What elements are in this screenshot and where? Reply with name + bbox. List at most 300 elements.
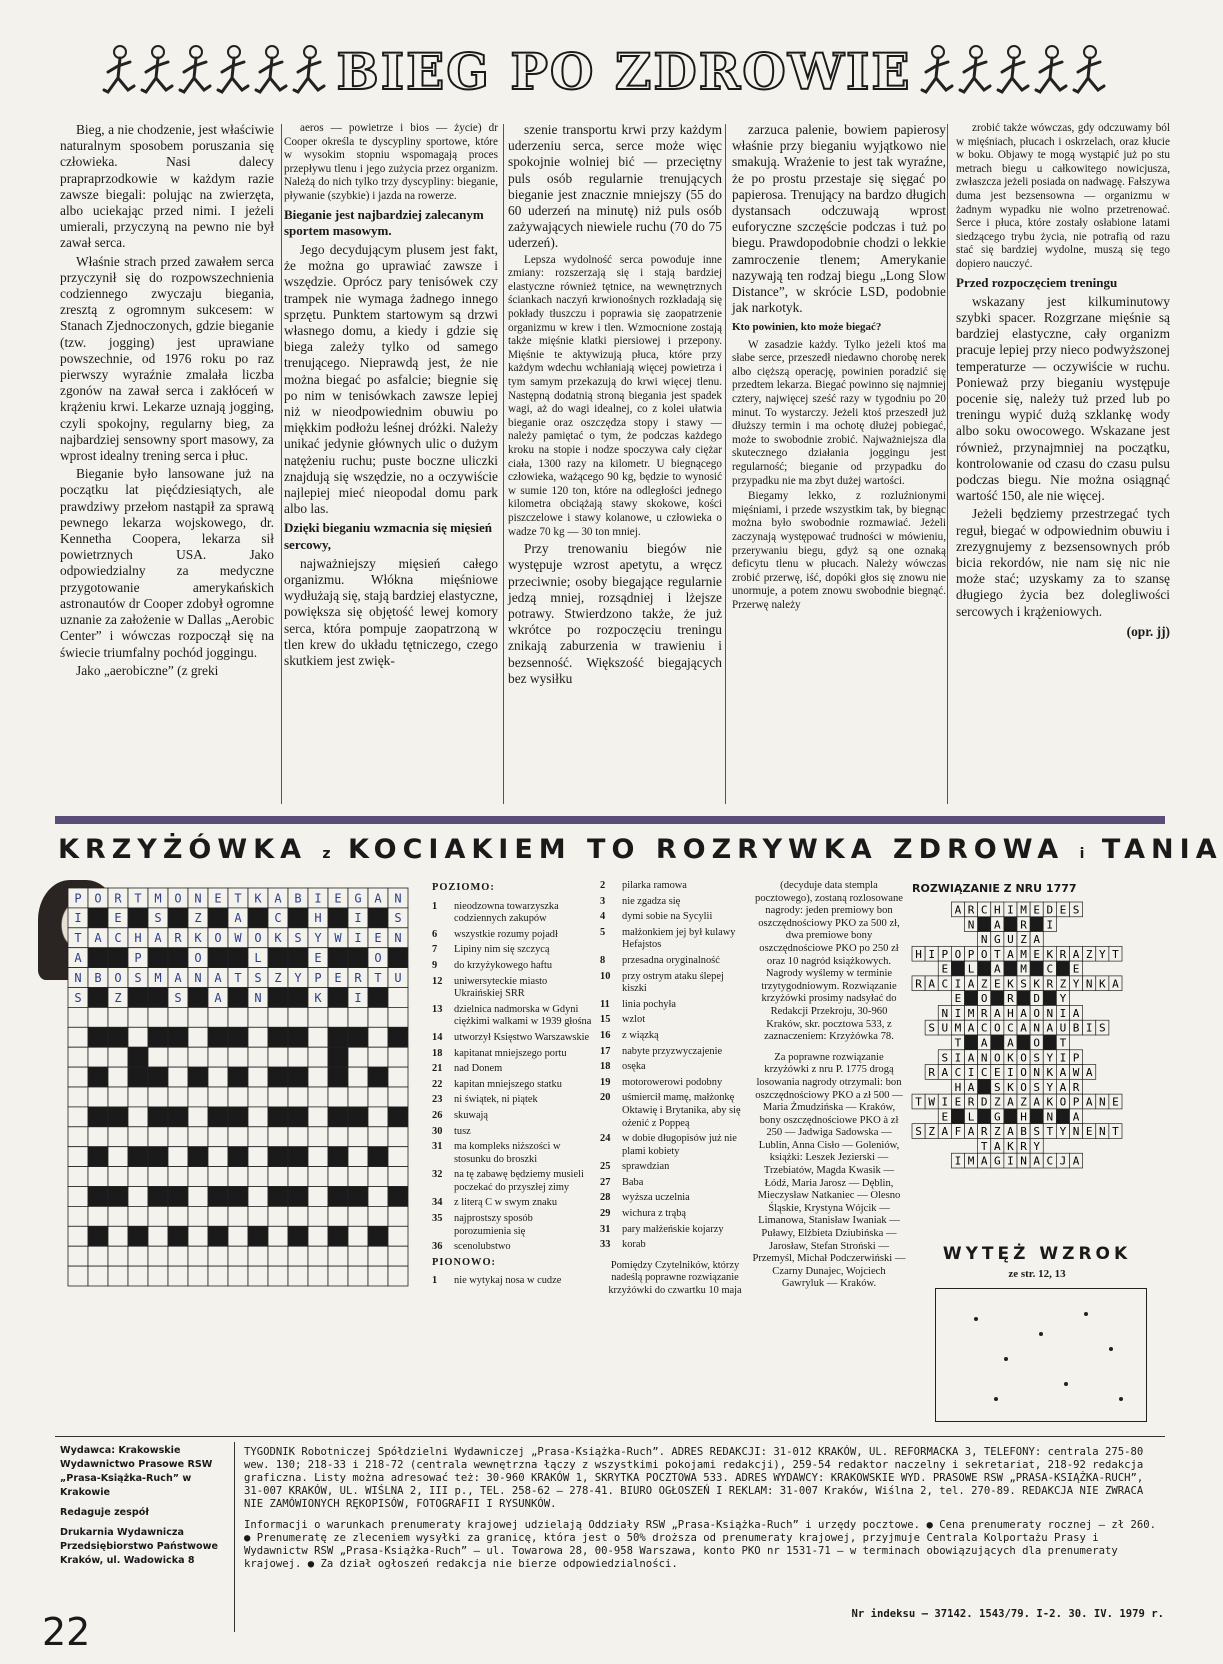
svg-text:A: A (967, 1051, 975, 1065)
svg-text:P: P (1072, 1095, 1080, 1109)
clue-item: 1 nie wytykaj nosa w cudze (432, 1275, 562, 1287)
svg-text:T: T (1112, 1125, 1119, 1139)
svg-text:N: N (254, 990, 262, 1005)
clues-across-heading: POZIOMO: (432, 882, 495, 893)
svg-text:Y: Y (294, 970, 302, 985)
runner-icon (958, 42, 994, 102)
svg-text:A: A (74, 951, 82, 966)
svg-text:L: L (254, 951, 262, 966)
svg-text:B: B (1072, 1021, 1080, 1035)
clues-across (432, 880, 592, 1291)
article-column-4 (732, 122, 946, 812)
svg-text:S: S (174, 990, 182, 1005)
svg-text:I: I (354, 931, 362, 946)
svg-text:A: A (994, 918, 1001, 932)
clue-item: 26 skuwają (432, 1109, 489, 1121)
paragraph: najważniejszy mięsień całego organizmu. Włókna mięśniowe wydłużają się, stają bardziej elastyczne, powiększa się objętość lewej komory serca, która pompuje zaopatrzoną w tlen krew do układu tętniczego, czego skutkiem jest zwięk- (284, 555, 498, 669)
svg-text:L: L (967, 962, 975, 976)
svg-text:N: N (194, 970, 202, 985)
paragraph: aeros — powietrze i bios — życie) dr Cooper określa te dyscypliny sportowe, które w wysokim stopniu wspomagają proces przepływu tlenu i jego zużycia przez organizm. Należą do nich tylko trzy dyscypliny: bieganie, pływanie (szybkie) i jazda na rowerze. (284, 122, 498, 202)
svg-text:C: C (1046, 962, 1054, 976)
svg-text:A: A (214, 990, 222, 1005)
svg-text:Y: Y (1059, 1125, 1067, 1139)
svg-text:T: T (74, 931, 82, 946)
svg-text:A: A (1007, 1125, 1014, 1139)
runner-icon (292, 42, 328, 102)
page-title: BIEG PO ZDROWIE (336, 42, 912, 101)
svg-text:A: A (1007, 947, 1014, 961)
svg-text:U: U (941, 1021, 949, 1035)
clue-item: 31 ma kompleks niższości w stosunku do broszki (432, 1141, 561, 1165)
svg-text:N: N (980, 1051, 988, 1065)
svg-text:W: W (1072, 1066, 1080, 1080)
svg-text:B: B (1020, 1125, 1027, 1139)
publisher-info: Wydawca: Krakowskie Wydawnictwo Prasowe RSW „Prasa-Książka-Ruch” w Krakowie Redaguje zespół Drukarnia Wydawnicza Przedsiębiorstwo Państwowe Kraków, ul. Wadowicka 8 (60, 1445, 218, 1566)
svg-text:N: N (1085, 977, 1093, 991)
svg-text:T: T (1112, 947, 1119, 961)
svg-text:R: R (114, 891, 122, 906)
svg-text:K: K (314, 990, 322, 1005)
svg-text:M: M (154, 891, 162, 906)
svg-text:H: H (314, 911, 322, 926)
svg-text:M: M (1020, 962, 1027, 976)
paragraph: zarzuca palenie, bowiem papierosy właśnie przy bieganiu wyjątkowo nie smakują. Wrażenie to jest tak wyraźne, że po prostu przestaje się sięgać po papierosa. Trenujący na bardzo długich dystansach odczuwają wprost euforyczne szczęście podczas i tuż po biegu. Prawdopodobnie chodzi o lekkie zamroczenie tlenem; Amerykanie nazywają ten rodzaj biegu „Long Slow Distance”, w skrócie LSD, podobnie jak narkotyk. (732, 122, 946, 316)
svg-text:Z: Z (194, 911, 202, 926)
svg-text:Y: Y (1059, 992, 1067, 1006)
clue-item: 16 z wiązką (600, 1029, 659, 1041)
svg-text:W: W (928, 1095, 935, 1109)
svg-text:A: A (1059, 1080, 1067, 1094)
clues-down (600, 880, 750, 1298)
svg-text:O: O (954, 947, 962, 961)
svg-text:E: E (1072, 962, 1080, 976)
svg-text:H: H (1007, 1006, 1014, 1020)
svg-text:R: R (980, 1125, 988, 1139)
svg-text:M: M (954, 1021, 962, 1035)
svg-text:I: I (928, 947, 935, 961)
svg-text:A: A (994, 1139, 1001, 1153)
svg-text:S: S (154, 911, 162, 926)
svg-text:S: S (1033, 1080, 1040, 1094)
svg-text:T: T (994, 947, 1001, 961)
clue-item: 32 na tę zabawę będziemy musieli poczekać do przyszłej zimy (432, 1169, 584, 1193)
svg-text:O: O (980, 947, 988, 961)
clue-item: 5 małżonkiem jej był kulawy Hefajstos (600, 926, 736, 951)
clue-item: 12 uniwersyteckie miasto Ukraińskiej SRR (432, 975, 548, 1000)
svg-text:A: A (154, 931, 162, 946)
spot-the-difference-box (935, 1288, 1147, 1422)
svg-text:H: H (1020, 1110, 1027, 1124)
clue-item: 20 uśmiercił mamę, małżonkę Oktawię i Brytanika, aby się ożenić z Poppeą (600, 1092, 741, 1129)
svg-text:M: M (1020, 903, 1027, 917)
clue-item: 36 scenolubstwo (432, 1241, 511, 1253)
svg-text:I: I (1059, 1051, 1067, 1065)
svg-text:Y: Y (1099, 947, 1106, 961)
svg-text:A: A (967, 977, 975, 991)
svg-text:S: S (1033, 1125, 1040, 1139)
svg-text:A: A (980, 1154, 988, 1168)
article-column-1 (60, 122, 274, 812)
svg-text:C: C (1046, 1154, 1054, 1168)
svg-text:E: E (941, 962, 949, 976)
svg-text:A: A (374, 891, 382, 906)
clue-item: 10 przy ostrym ataku ślepej kiszki (600, 970, 724, 995)
svg-text:C: C (274, 911, 282, 926)
subheading: Bieganie jest najbardziej zalecanym sportem masowym. (284, 206, 484, 238)
paragraph: Jako „aerobiczne” (z greki (76, 662, 219, 678)
contest-note: Pomiędzy Czytelników, którzy nadeślą poprawne rozwiązanie krzyżówki do czwartku 10 maja (608, 1259, 742, 1297)
svg-text:E: E (114, 911, 122, 926)
author-signature: (opr. jj) (1126, 623, 1170, 639)
svg-text:K: K (1046, 947, 1054, 961)
runner-icon (920, 42, 956, 102)
svg-text:I: I (1059, 1006, 1067, 1020)
svg-text:A: A (1085, 1095, 1093, 1109)
clue-item: 7 Lipiny nim się szczycą (432, 944, 550, 956)
svg-text:N: N (394, 891, 402, 906)
svg-text:A: A (1033, 1095, 1040, 1109)
crossword-title: KRZYŻÓWKA z KOCIAKIEM TO ROZRYWKA ZDROWA i TANIA (58, 834, 1223, 865)
svg-text:O: O (1033, 1036, 1040, 1050)
clue-item: 13 dzielnica nadmorska w Gdyni ciężkimi walkami w 1939 głośna (432, 1003, 592, 1028)
svg-text:E: E (954, 992, 962, 1006)
svg-text:Z: Z (1020, 1095, 1027, 1109)
svg-text:S: S (994, 1080, 1001, 1094)
prize-winners: Za poprawne rozwiązanie krzyżówki z nru P. 1775 drogą losowania nagrody otrzymali: bon oszczędnościowy PKO a zł 500 — Maria Żmudzińska — Kraków, bony oszczędnościowe PKO à zł 250 — Jadwiga Sadowska — Lublin, Anna Cisło — Goleniów, książki: Leszek Jezierski — Trzebiatów, Magda Kwasik — Łódź, Maria Jarosz — Dęblin, Mieczysław Natkaniec — Olesno Śląskie, Krystyna Wójcik — Limanowa, Stanisław Iwaniak — Puławy, Elżbieta Dziubińska — Jarosław, Stefan Stroński — Przemyśl, Michał Podczerwiński — Czarny Dunajec, Wojciech Gawryluk — Kraków. (752, 1051, 906, 1290)
article-column-2 (284, 122, 498, 812)
paragraph: Jego decydującym plusem jest fakt, że można go uprawiać zawsze i wszędzie. Oprócz pary tenisówek czy trampek nie wymaga żadnego innego sprzętu. Punktem startowym są drzwi własnego domu, a kiedy i gdzie się biega zależy tylko od samego trenującego. Nieprawdą jest, że nie można biegać po asfalcie; biegnie się po nim w tenisówkach zawsze lepiej niż w nieodpowiednim obuwiu po miękkim podłożu leśnej dróżki. Należy unikać jedynie głównych ulic o dużym natężeniu ruchu; puste boczne uliczki znajdują się wszędzie, no a oczywiście najlepiej mieć nieopodal domu park albo las. (284, 241, 498, 517)
svg-text:R: R (174, 931, 182, 946)
svg-text:N: N (1033, 1021, 1040, 1035)
svg-text:L: L (967, 1110, 975, 1124)
svg-text:R: R (1072, 1080, 1080, 1094)
svg-text:N: N (941, 1006, 949, 1020)
svg-text:N: N (1099, 1095, 1106, 1109)
svg-text:G: G (994, 933, 1001, 947)
svg-text:B: B (294, 891, 302, 906)
svg-text:M: M (967, 1154, 975, 1168)
svg-text:Z: Z (994, 1125, 1001, 1139)
paragraph: Bieg, a nie chodzenie, jest właściwie naturalnym sposobem poruszania się człowieka. Nasi dalecy prapraprzodkowie w każdym razie zawsze biegali: polując na zwierzęta, albo uciekając przed nimi. I jeżeli umierali, przyczyną na pewno nie był zawał serca. (60, 122, 274, 251)
svg-text:R: R (1059, 947, 1067, 961)
svg-text:T: T (134, 891, 142, 906)
svg-text:A: A (941, 1125, 949, 1139)
runner-icon (178, 42, 214, 102)
svg-text:Y: Y (1072, 977, 1080, 991)
svg-text:N: N (1099, 1125, 1106, 1139)
svg-text:E: E (214, 891, 222, 906)
svg-text:M: M (967, 1006, 975, 1020)
paragraph: Jeżeli będziemy przestrzegać tych reguł, biegać w odpowiednim obuwiu i zrezygnujemy z bezsensownych prób bicia rekordów, nie nam się nic nie może stać; uzyskamy za to szansę długiego życia bez dolegliwości sercowych i krążeniowych. (956, 506, 1170, 619)
svg-text:P: P (1072, 1051, 1080, 1065)
svg-text:T: T (234, 970, 242, 985)
imprint-address: TYGODNIK Robotniczej Spółdzielni Wydawniczej „Prasa-Książka-Ruch”. ADRES REDAKCJI: 31-012 KRAKÓW, UL. REFORMACKA 3, TELEFONY: centrala 275-80 wew. 130; 218-33 i 218-72 (centrala wewnętrzna łączy z wszystkimi pokojami redakcji), 259-54 redaktor naczelny i sekretariat, 218-92 redakcja graficzna. Listy można adresować też: 30-960 KRAKÓW 1, SKRYTKA POCZTOWA 533. ADRES WYDAWCY: KRAKOWSKIE WYD. PRASOWE RSW „PRASA-KSIĄŻKA-RUCH”, 31-007 KRAKÓW, UL. WIŚLNA 2, III p., TEL. 258-62 — 278-41. BIURO OGŁOSZEŃ I REKLAM: 31-007 Kraków, Wiślna 2, tel. 270-89. REDAKCJA NIE ZWRACA NIE ZAMÓWIONYCH RĘKOPISÓW, FOTOGRAFII I RYSUNKÓW. (244, 1446, 1144, 1510)
svg-text:A: A (1020, 1006, 1027, 1020)
svg-text:Y: Y (1033, 1139, 1040, 1153)
svg-text:O: O (174, 891, 182, 906)
svg-text:O: O (994, 1051, 1001, 1065)
runner-icon (1034, 42, 1070, 102)
svg-text:W: W (334, 931, 342, 946)
svg-text:N: N (1046, 1006, 1054, 1020)
clues-down-heading: PIONOWO: (432, 1256, 496, 1268)
clue-item: 24 w dobie długopisów już nie plami kobiety (600, 1133, 737, 1157)
clue-item: 25 sprawdzian (600, 1161, 670, 1173)
svg-text:Z: Z (928, 1125, 935, 1139)
svg-text:F: F (954, 1125, 962, 1139)
svg-text:S: S (941, 1051, 949, 1065)
svg-text:C: C (980, 1021, 988, 1035)
page-number: 22 (42, 1610, 91, 1654)
svg-text:I: I (1007, 903, 1014, 917)
svg-text:G: G (354, 891, 362, 906)
svg-text:U: U (1007, 933, 1014, 947)
svg-text:M: M (154, 970, 162, 985)
svg-text:A: A (94, 931, 102, 946)
svg-text:I: I (1046, 918, 1054, 932)
svg-text:A: A (967, 1125, 975, 1139)
svg-text:D: D (980, 1095, 988, 1109)
svg-text:A: A (994, 1006, 1001, 1020)
svg-text:W: W (234, 931, 242, 946)
svg-text:A: A (1046, 1021, 1054, 1035)
svg-text:R: R (354, 970, 362, 985)
paragraph: Biegamy lekko, z rozluźnionymi mięśniami, i przede wszystkim tak, by biegnąc można było swobodnie rozmawiać. Jeżeli zaczynają występować trudności w mówieniu, przerywaniu biegu, gdyż są one oznaką deficytu tlenu w płucach. Należy wówczas zrobić przerwę, iść, dopóki głos się znowu nie unormuje, a potem znowu swobodnie biegnąć. Przerwę należy (732, 490, 946, 611)
svg-text:T: T (1059, 1036, 1067, 1050)
clue-item: 34 z literą C w swym znaku (432, 1197, 558, 1209)
svg-text:R: R (915, 977, 922, 991)
column-divider (503, 124, 504, 804)
svg-text:D: D (1046, 903, 1054, 917)
svg-text:E: E (1112, 1095, 1119, 1109)
svg-text:S: S (394, 911, 402, 926)
svg-text:A: A (234, 911, 242, 926)
svg-text:K: K (1007, 1051, 1014, 1065)
svg-text:A: A (954, 903, 962, 917)
svg-text:K: K (1099, 977, 1106, 991)
clue-item: 29 wichura z trąbą (600, 1208, 687, 1220)
svg-text:P: P (941, 947, 949, 961)
svg-text:H: H (994, 903, 1001, 917)
svg-text:E: E (954, 1095, 962, 1109)
svg-text:N: N (1046, 1110, 1054, 1124)
svg-text:A: A (174, 970, 182, 985)
svg-text:I: I (954, 1006, 962, 1020)
paragraph: Bieganie było lansowane już na początku lat pięćdziesiątych, ale prawdziwy przełom nastąpił za sprawą pewnego lekarza wojskowego, dr. Kennetha Coopera, lekarza sił powietrznych USA. Jako odpowiedzialny za medyczne przygotowanie amerykańskich astronautów dr Cooper zdobył ogromne uznanie za założenie w Dallas „Aerobic Center” i wówczas rozpoczął się na świecie triumfalny pochód joggingu. (60, 466, 274, 660)
svg-text:U: U (1059, 1021, 1067, 1035)
svg-text:E: E (1033, 903, 1040, 917)
svg-text:S: S (915, 1125, 922, 1139)
paragraph: zrobić także wówczas, gdy odczuwamy ból w mięśniach, płucach i oskrzelach, oraz kłucie w boku. Objawy te mogą wystąpić już po stu metrach biegu u całkowitego nowicjusza, zwłaszcza jeżeli posiada on nadwagę. Fałszywa duma jest bezsensowna — organizmu w żadnym wypadku nie wolno przetrenować. Serce i płuca, które zostały osłabione latami siedzącego trybu życia, nie potrafią od razu stać się bardziej wydolne, muszą się tego dopiero nauczyć. (956, 122, 1170, 270)
column-divider (725, 124, 726, 804)
clue-item: 27 Baba (600, 1176, 644, 1188)
svg-text:I: I (941, 1095, 949, 1109)
svg-text:A: A (1072, 947, 1080, 961)
svg-text:Z: Z (1020, 933, 1027, 947)
svg-text:A: A (980, 1036, 988, 1050)
svg-text:R: R (1046, 977, 1054, 991)
svg-text:O: O (1059, 1095, 1067, 1109)
svg-text:S: S (74, 990, 82, 1005)
svg-text:Z: Z (114, 990, 122, 1005)
svg-text:Y: Y (1046, 1080, 1054, 1094)
svg-text:K: K (274, 931, 282, 946)
article-column-5 (956, 122, 1170, 812)
svg-text:S: S (1072, 903, 1080, 917)
svg-text:O: O (1020, 1066, 1027, 1080)
svg-text:R: R (928, 1066, 935, 1080)
svg-text:N: N (980, 933, 988, 947)
svg-text:Z: Z (994, 1095, 1001, 1109)
svg-text:D: D (1033, 992, 1040, 1006)
svg-text:A: A (967, 1080, 975, 1094)
svg-text:I: I (1007, 1066, 1014, 1080)
svg-text:G: G (994, 1110, 1001, 1124)
svg-text:A: A (1007, 1036, 1014, 1050)
clue-item: 17 nabyte przyzwyczajenie (600, 1045, 723, 1057)
svg-text:Z: Z (980, 977, 988, 991)
subheading: Przed rozpoczęciem treningu (956, 274, 1118, 290)
paragraph: Przy trenowaniu biegów nie występuje wzrost apetytu, a wręcz przeciwnie; osoby biegające regularnie jedzą mniej, rozsądniej i lżejsze potrawy. Stwierdzono także, że już wkrótce po rozpoczęciu treningu znikają zaburzenia w trawieniu i bezsenność. Większość biegających bez wysiłku (508, 541, 722, 686)
svg-text:S: S (1099, 1021, 1106, 1035)
clue-item: 3 nie zgadza się (600, 895, 681, 907)
svg-text:C: C (114, 931, 122, 946)
svg-text:E: E (334, 891, 342, 906)
svg-text:I: I (354, 990, 362, 1005)
clue-item: 23 ni świątek, ni piątek (432, 1094, 538, 1106)
svg-text:Y: Y (1046, 1051, 1054, 1065)
svg-text:I: I (1007, 1154, 1014, 1168)
svg-text:R: R (967, 903, 975, 917)
svg-text:E: E (941, 1110, 949, 1124)
svg-text:S: S (254, 970, 262, 985)
svg-text:G: G (994, 1154, 1001, 1168)
svg-text:E: E (994, 1066, 1001, 1080)
spot-the-difference-subtitle: ze str. 12, 13 (1008, 1268, 1066, 1280)
page-header (50, 38, 1160, 106)
svg-text:A: A (967, 1021, 975, 1035)
runner-icon (996, 42, 1032, 102)
clue-item: 18 osęka (600, 1061, 646, 1073)
runners-left (102, 42, 328, 102)
svg-text:T: T (980, 1139, 988, 1153)
subheading: Dzięki bieganiu wzmacnia się mięsień sercowy, (284, 520, 492, 552)
svg-text:Y: Y (314, 931, 322, 946)
svg-text:K: K (1007, 1139, 1014, 1153)
svg-text:N: N (194, 891, 202, 906)
imprint-subscription: Informacji o warunkach prenumeraty krajowej udzielają Oddziały RSW „Prasa-Książka-Ruch” i urzędy pocztowe. ● Cena prenumeraty rocznej — zł 260. ● Prenumeratę ze zleceniem wysyłki za granicę, która jest o 50% droższa od prenumeraty krajowej, przyjmuje Centrala Kolportażu Prasy i Wydawnictw RSW „Prasa-Książka-Ruch” — ul. Towarowa 28, 00-958 Warszawa, konto PKO nr 1531-71 — w terminach obowiązujących dla prenumeraty krajowej. ● Za dział ogłoszeń redakcja nie bierze odpowiedzialności. (244, 1519, 1157, 1570)
clue-item: 21 nad Donem (432, 1063, 503, 1075)
column-divider (281, 124, 282, 804)
svg-text:E: E (1085, 1125, 1093, 1139)
svg-text:R: R (1020, 1139, 1027, 1153)
paragraph: W zasadzie każdy. Tylko jeżeli ktoś ma słabe serce, przeszedł niedawno chorobę nerek albo cięższą operację, powinien poradzić się przedtem lekarza. Biegać powinno się najmniej cztery, najwięcej sześć razy w tygodniu po 20 minut. To wystarczy. Jeżeli ktoś przeszedł już dłuższy termin i ma ochotę dłużej pobiegać, może to swobodnie zrobić. Najważniejsza dla skutecznego działania joggingu jest regularność; bieganie od przypadku do przypadku nie ma zbyt dużej wartości. (732, 338, 946, 487)
clue-item: 9 do krzyżykowego haftu (432, 959, 553, 971)
spot-the-difference-title: WYTĘŻ WZROK (942, 1244, 1132, 1264)
clue-item: 8 przesadna oryginalność (600, 954, 720, 966)
svg-text:A: A (1112, 977, 1119, 991)
imprint (244, 1446, 1164, 1579)
svg-text:O: O (94, 891, 102, 906)
svg-text:H: H (915, 947, 922, 961)
svg-text:E: E (994, 977, 1001, 991)
svg-text:E: E (1033, 947, 1040, 961)
svg-text:A: A (1007, 1095, 1014, 1109)
svg-text:C: C (980, 903, 988, 917)
svg-text:O: O (1033, 1006, 1040, 1020)
paragraph: wskazany jest kilkuminutowy szybki spacer. Rozgrzane mięśnie są bardziej elastyczne, cały organizm pracuje lepiej przy nieco podwyższonej temperaturze — oczywiście w ruchu. Ponieważ przy bieganiu występuje pocenie się, należy tuż przed lub po treningu wypić dużą szklankę wody albo soku owocowego. Wskazane jest również, przynajmniej na początku, kontrolowanie od czasu do czasu pulsu podczas biegu. Nie można osiągnąć wartość 150, ale nie więcej. (956, 293, 1170, 504)
svg-text:T: T (954, 1036, 962, 1050)
svg-text:B: B (94, 970, 102, 985)
svg-text:N: N (394, 931, 402, 946)
svg-text:O: O (114, 970, 122, 985)
svg-text:O: O (374, 951, 382, 966)
svg-text:O: O (194, 951, 202, 966)
svg-text:A: A (274, 891, 282, 906)
svg-text:I: I (354, 911, 362, 926)
clue-item: 31 pary małżeńskie kojarzy (600, 1223, 724, 1235)
svg-text:K: K (1046, 1066, 1054, 1080)
svg-text:Z: Z (1059, 977, 1067, 991)
clue-item: 28 wyższa uczelnia (600, 1192, 690, 1204)
svg-text:Z: Z (1085, 947, 1093, 961)
svg-text:I: I (954, 1154, 962, 1168)
svg-text:A: A (994, 962, 1001, 976)
solution-grid (912, 902, 1122, 1168)
svg-text:K: K (1033, 977, 1040, 991)
svg-text:C: C (1007, 1021, 1014, 1035)
svg-text:P: P (74, 891, 82, 906)
svg-text:K: K (194, 931, 202, 946)
svg-text:P: P (967, 947, 975, 961)
svg-text:A: A (1072, 1110, 1080, 1124)
crossword-grid (68, 888, 408, 1286)
runner-icon (254, 42, 290, 102)
svg-text:A: A (1072, 1006, 1080, 1020)
svg-text:I: I (954, 1051, 962, 1065)
paragraph: szenie transportu krwi przy każdym uderzeniu serca, serce może więc spokojnie wolniej bić — przeciętny puls osób regularnie trenujących bieganie jest znacznie mniejszy (55 do 60 uderzeń na minutę) niż puls osób zażywających niewiele ruchu (70 do 75 uderzeń). (508, 122, 722, 251)
svg-text:I: I (967, 1066, 975, 1080)
svg-text:O: O (254, 931, 262, 946)
svg-text:N: N (1033, 1066, 1040, 1080)
svg-text:E: E (334, 970, 342, 985)
svg-text:E: E (314, 951, 322, 966)
subheading: Kto powinien, kto może biegać? (732, 321, 882, 334)
clue-item: 18 kapitanat mniejszego portu (432, 1047, 567, 1059)
svg-text:C: C (954, 1066, 962, 1080)
article-body (60, 122, 1170, 812)
column-divider (947, 124, 948, 804)
svg-text:O: O (1020, 1051, 1027, 1065)
svg-text:U: U (394, 970, 402, 985)
article-column-3 (508, 122, 722, 812)
paragraph: Właśnie strach przed zawałem serca przyczynił się do rozpowszechnienia codziennego zwyczaju biegania, zresztą z ogromnym sukcesem: w Stanach Zjednoczonych, gdzie bieganie (tzw. jogging) jest uprawiane powszechnie, od 1976 roku po raz pierwszy wyraźnie zmalała liczba zgonów na zawał serca i zakłóceń w krążeniu krwi. Lekarze uznają jogging, czyli spokojny, regularny bieg, za najbardziej sensowny sport masowy, za wprost idealny trening serca i płuc. (60, 253, 274, 464)
prize-rules: (decyduje data stempla pocztowego), zostaną rozlosowane nagrody: jeden premiowy bon oszczędnościowy PKO za 500 zł, dwa premiowe bony oszczędnościowe PKO po 250 zł oraz 10 nagród książkowych. Nagrody wyślemy w terminie trzytygodniowym. Rozwiązanie krzyżówki prosimy nadsyłać do Redakcji Przekroju, 30-960 Kraków, skr. pocztowa 533, z zaznaczeniem: Krzyżówka 78. (755, 880, 903, 1043)
clue-item: 1 nieodzowna towarzyszka codziennych zakupów (432, 900, 559, 925)
svg-text:I: I (74, 911, 82, 926)
clue-item: 6 wszystkie rozumy pojadł (432, 928, 558, 940)
clue-item: 4 dymi sobie na Sycylii (600, 911, 713, 923)
svg-text:R: R (980, 1006, 988, 1020)
svg-text:S: S (928, 1021, 935, 1035)
svg-text:S: S (1033, 1051, 1040, 1065)
solution-heading: ROZWIĄZANIE Z NRU 1777 (912, 882, 1077, 895)
svg-text:K: K (1046, 1095, 1054, 1109)
svg-text:A: A (941, 1066, 949, 1080)
index-number: Nr indeksu — 37142. 1543/79. I-2. 30. IV. 1979 r. (851, 1608, 1164, 1620)
svg-text:I: I (954, 977, 962, 991)
svg-text:K: K (1007, 1080, 1014, 1094)
